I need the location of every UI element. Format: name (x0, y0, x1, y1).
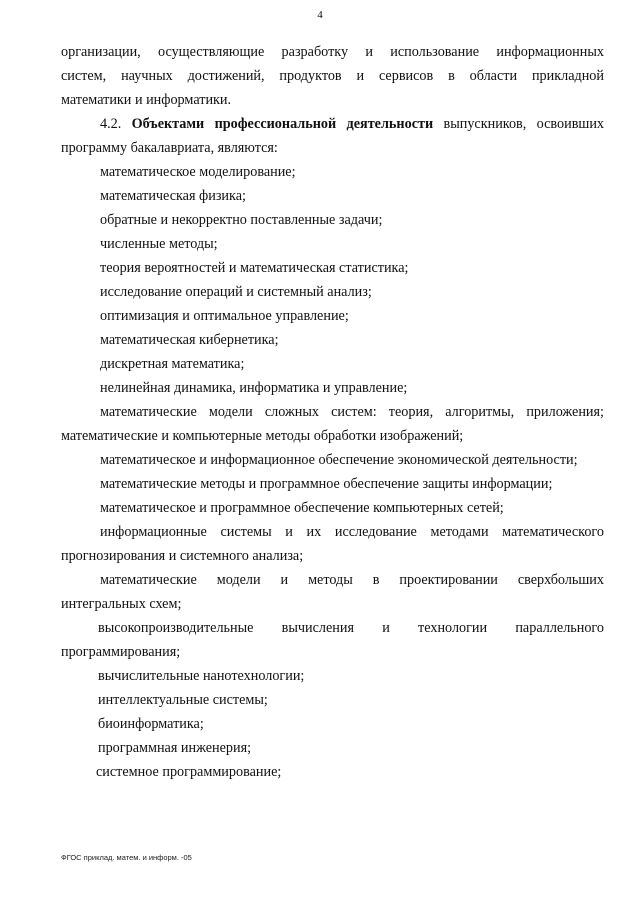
list-item: математическое моделирование; (100, 164, 296, 180)
list-item: исследование операций и системный анализ; (100, 284, 372, 300)
list-item: математическая физика; (100, 188, 246, 204)
list-item: обратные и некорректно поставленные задачи; (100, 212, 383, 228)
section-heading-line (61, 112, 604, 136)
list-item-vlsi-line-1: математические модели и методы в проектировании сверхбольших (100, 572, 604, 588)
list-item: биоинформатика; (98, 716, 204, 732)
list-item: математические методы и программное обеспечение защиты информации; (100, 476, 553, 492)
page-number: 4 (317, 9, 323, 21)
document-body (61, 40, 604, 784)
list-item-hpc-line-1: высокопроизводительные вычисления и технологии параллельного (98, 620, 604, 636)
list-item: математическое и информационное обеспечение экономической деятельности; (100, 452, 578, 468)
list-item: программная инженерия; (98, 740, 252, 756)
list-item-complex-systems-line-1: математические модели сложных систем: теория, алгоритмы, приложения; (100, 404, 604, 420)
list-item: дискретная математика; (100, 356, 245, 372)
section-number: 4.2. (100, 116, 122, 132)
intro-line-3: математики и информатики. (61, 92, 232, 108)
list-item-vlsi-line-2: интегральных схем; (61, 596, 182, 612)
list-item: интеллектуальные системы; (98, 692, 268, 708)
list-item: численные методы; (100, 236, 218, 252)
intro-line-1: организации, осуществляющие разработку и использование информационных (61, 44, 604, 60)
list-item-hpc-line-2: программирования; (61, 644, 181, 660)
list-item: теория вероятностей и математическая статистика; (100, 260, 409, 276)
intro-line-2: систем, научных достижений, продуктов и сервисов в области прикладной (61, 68, 604, 84)
list-item-complex-systems-line-2: математические и компьютерные методы обработки изображений; (61, 428, 464, 444)
list-item: математическая кибернетика; (100, 332, 279, 348)
section-rest: выпускников, освоивших (443, 116, 604, 132)
section-bold-phrase: Объектами профессиональной деятельности (131, 116, 434, 132)
list-item: математическое и программное обеспечение компьютерных сетей; (100, 500, 504, 516)
list-item: вычислительные нанотехнологии; (98, 668, 305, 684)
list-item-forecasting-line-1: информационные системы и их исследование методами математического (100, 524, 604, 540)
section-line-2: программу бакалавриата, являются: (61, 140, 278, 156)
list-item: нелинейная динамика, информатика и управление; (100, 380, 408, 396)
footer-note: ФГОС приклад. матем. и информ. -05 (61, 853, 192, 862)
list-item-forecasting-line-2: прогнозирования и системного анализа; (61, 548, 304, 564)
list-item: системное программирование; (96, 764, 282, 780)
list-item: оптимизация и оптимальное управление; (100, 308, 349, 324)
